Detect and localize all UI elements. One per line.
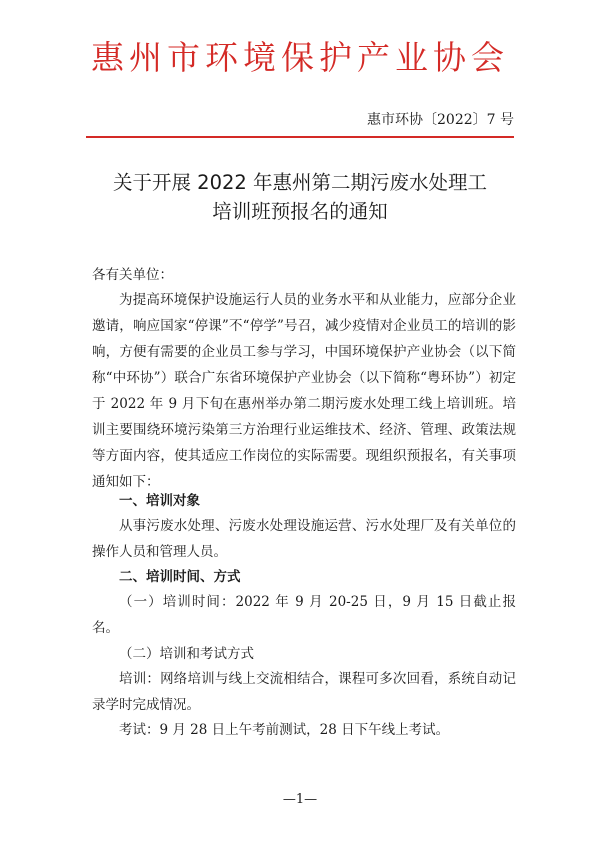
section-heading-target: 一、培训对象 — [119, 493, 200, 509]
organization-header: 惠州市环境保护产业协会 — [91, 38, 509, 77]
header-divider — [86, 136, 514, 138]
page-number: —1— — [282, 792, 318, 807]
training-method-paragraph: 培训：网络培训与线上交流相结合，课程可多次回看，系统自动记录学时完成情况。 — [92, 671, 516, 713]
document-title — [80, 168, 520, 226]
target-paragraph: 从事污废水处理、污废水处理设施运营、污水处理厂及有关单位的操作人员和管理人员。 — [92, 518, 516, 560]
document-number: 惠市环协〔2022〕7 号 — [367, 112, 514, 128]
training-time-paragraph: （一）培训时间：2022 年 9 月 20-25 日，9 月 15 日截止报名。 — [92, 594, 516, 636]
exam-paragraph: 考试：9 月 28 日上午考前测试，28 日下午线上考试。 — [119, 722, 450, 738]
title-line-1: 关于开展 2022 年惠州第二期污废水处理工 — [112, 171, 488, 194]
subsection-heading-method: （二）培训和考试方式 — [119, 646, 254, 662]
title-line-2: 培训班预报名的通知 — [212, 200, 388, 223]
section-heading-time: 二、培训时间、方式 — [119, 569, 241, 585]
salutation: 各有关单位： — [92, 267, 173, 283]
intro-paragraph: 为提高环境保护设施运行人员的业务水平和从业能力，应部分企业邀请，响应国家“停课”不“停学”号召，减少疫情对企业员工的培训的影响，方便有需要的企业员工参与学习，中国环境保护产业协会（以下简称“中环协”）联合广东省环境保护产业协会（以下简称“粤环协”）初定于 2022 年 9 月下旬在惠州举办第二期污废水处理工线上培训班。培训主要围绕环境污染第三方治理行业运维技术、经济、管理、政策法规等方面内容，使其适应工作岗位的实际需要。现组织预报名，有关事项通知如下： — [92, 292, 516, 490]
